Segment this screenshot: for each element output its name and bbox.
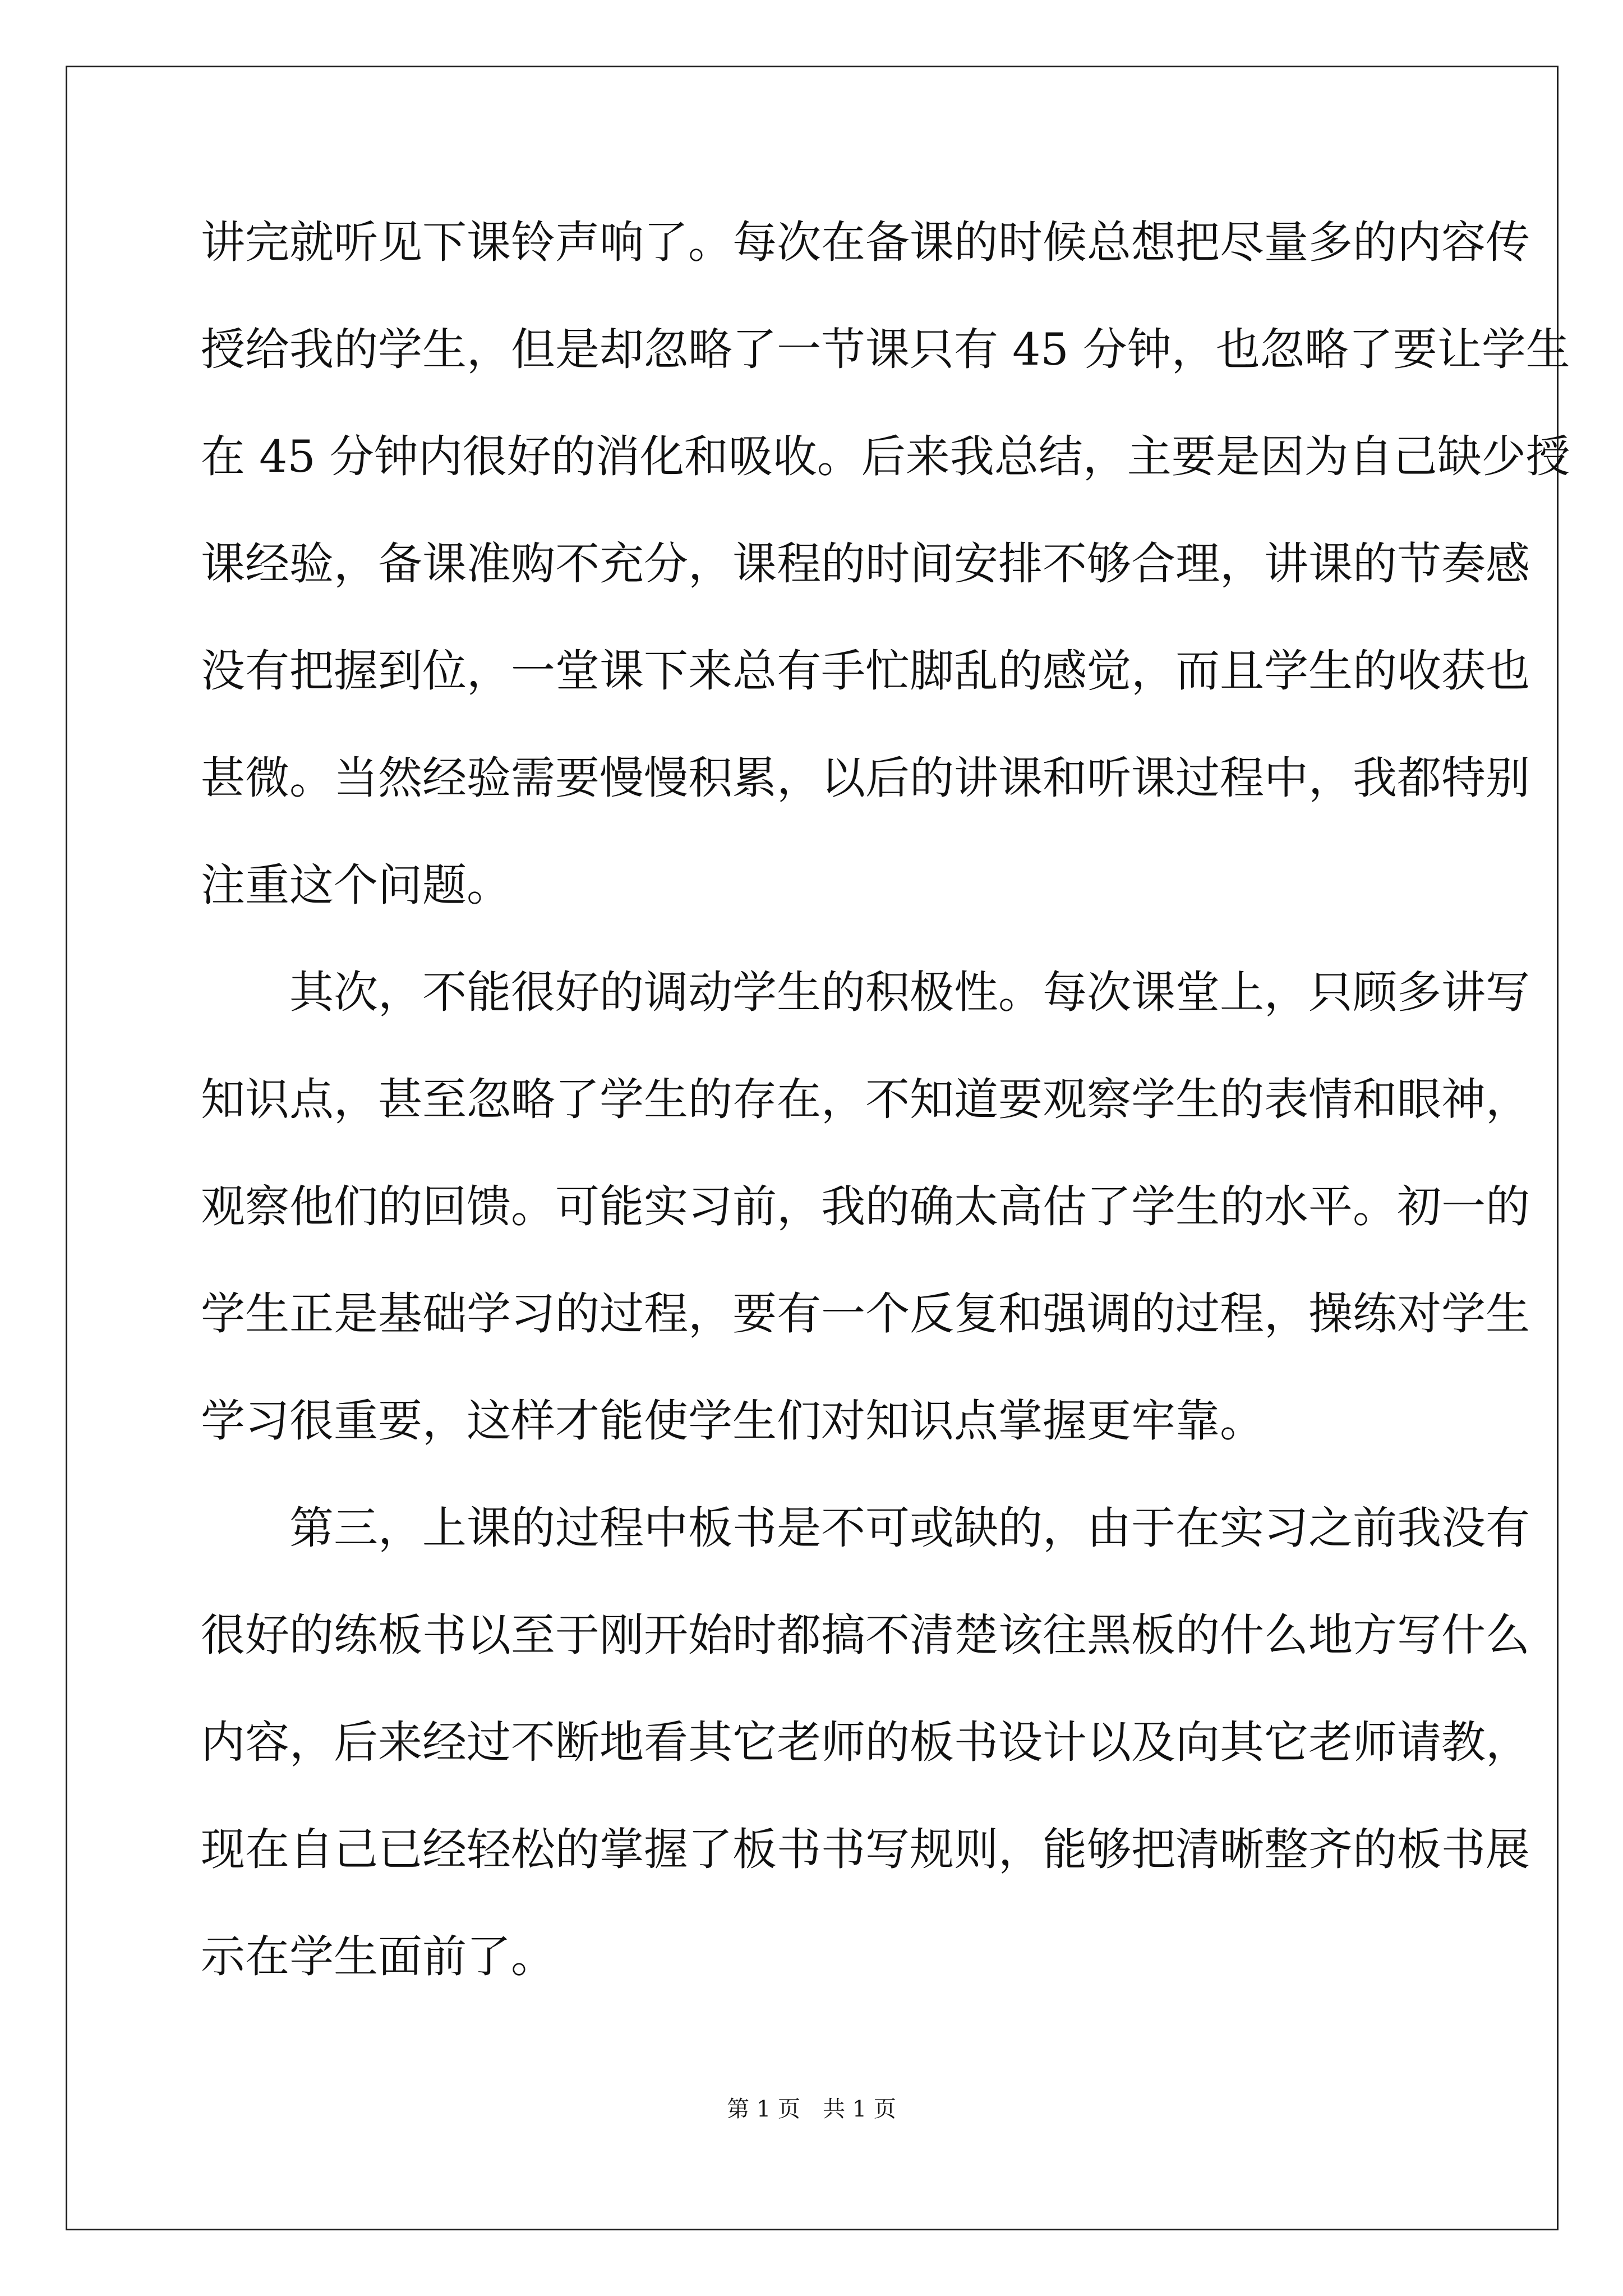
text-line: 甚微。当然经验需要慢慢积累，以后的讲课和听课过程中，我都特别	[201, 752, 1530, 804]
text-line: 授给我的学生，但是却忽略了一节课只有 45 分钟，也忽略了要让学生	[201, 324, 1570, 375]
text-line: 在 45 分钟内很好的消化和吸收。后来我总结，主要是因为自己缺少授	[201, 431, 1570, 482]
text-line: 课经验，备课准购不充分，课程的时间安排不够合理，讲课的节奏感	[201, 538, 1530, 590]
text-line: 学生正是基础学习的过程，要有一个反复和强调的过程，操练对学生	[201, 1288, 1530, 1340]
body-text	[201, 209, 1570, 2030]
text-line: 学习很重要，这样才能使学生们对知识点掌握更牢靠。	[201, 1395, 1264, 1447]
text-line: 没有把握到位，一堂课下来总有手忙脚乱的感觉，而且学生的收获也	[201, 645, 1530, 697]
text-line: 很好的练板书以至于刚开始时都搞不清楚该往黑板的什么地方写什么	[201, 1609, 1530, 1661]
text-line: 知识点，甚至忽略了学生的存在，不知道要观察学生的表情和眼神，	[201, 1074, 1530, 1125]
text-line: 示在学生面前了。	[201, 1931, 555, 1982]
text-line: 现在自己已经轻松的掌握了板书书写规则，能够把清晰整齐的板书展	[201, 1824, 1530, 1875]
text-line: 观察他们的回馈。可能实习前，我的确太高估了学生的水平。初一的	[201, 1181, 1530, 1232]
text-line: 内容，后来经过不断地看其它老师的板书设计以及向其它老师请教，	[201, 1717, 1530, 1768]
text-line: 第三，上课的过程中板书是不可或缺的，由于在实习之前我没有	[201, 1502, 1530, 1554]
text-line: 讲完就听见下课铃声响了。每次在备课的时候总想把尽量多的内容传	[201, 217, 1530, 268]
text-line: 注重这个问题。	[201, 859, 511, 911]
text-line: 其次，不能很好的调动学生的积极性。每次课堂上，只顾多讲写	[201, 967, 1530, 1018]
page-number-footer: 第 1 页 共 1 页	[727, 2096, 896, 2122]
